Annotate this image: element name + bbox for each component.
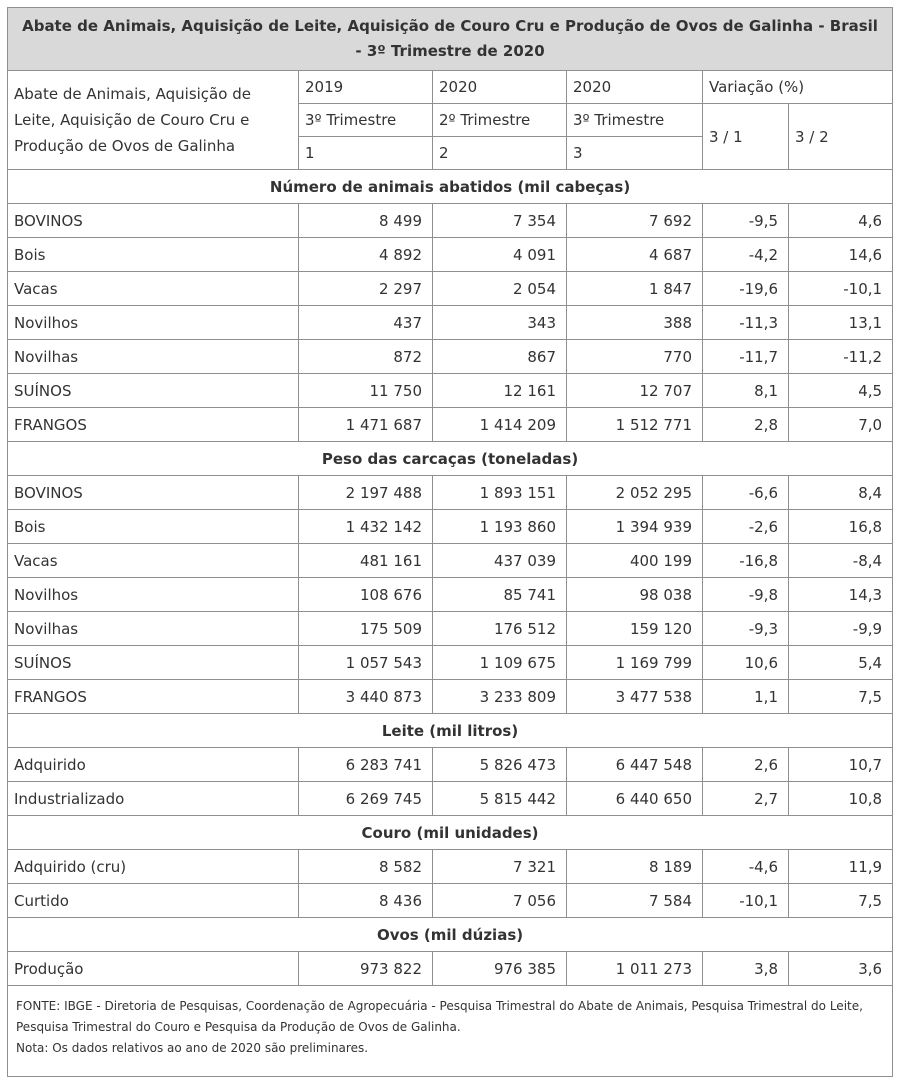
variation-header: Variação (%) — [703, 71, 893, 104]
value-cell: 10,7 — [789, 748, 893, 782]
value-cell: 867 — [433, 340, 567, 374]
row-label: Curtido — [8, 884, 299, 918]
row-label: Vacas — [8, 272, 299, 306]
section-title: Leite (mil litros) — [8, 714, 893, 748]
quarter-header-1: 3º Trimestre — [299, 104, 433, 137]
value-cell: 11,9 — [789, 850, 893, 884]
table-row — [8, 476, 893, 510]
value-cell: 7 354 — [433, 204, 567, 238]
value-cell: 437 — [299, 306, 433, 340]
quarter-header-2: 2º Trimestre — [433, 104, 567, 137]
column-id-2: 2 — [433, 137, 567, 170]
value-cell: 3,6 — [789, 952, 893, 986]
value-cell: 3 233 809 — [433, 680, 567, 714]
value-cell: 3 440 873 — [299, 680, 433, 714]
value-cell: 175 509 — [299, 612, 433, 646]
value-cell: 8 582 — [299, 850, 433, 884]
table-row — [8, 408, 893, 442]
column-id-1: 1 — [299, 137, 433, 170]
row-label: FRANGOS — [8, 680, 299, 714]
value-cell: 3,8 — [703, 952, 789, 986]
column-id-3: 3 — [567, 137, 703, 170]
row-label: SUÍNOS — [8, 374, 299, 408]
value-cell: 2 054 — [433, 272, 567, 306]
table-row — [8, 204, 893, 238]
value-cell: 400 199 — [567, 544, 703, 578]
table-row — [8, 238, 893, 272]
table-body — [8, 170, 893, 986]
row-label: Novilhas — [8, 340, 299, 374]
value-cell: 7 692 — [567, 204, 703, 238]
value-cell: 12 707 — [567, 374, 703, 408]
value-cell: 8 499 — [299, 204, 433, 238]
value-cell: 176 512 — [433, 612, 567, 646]
row-label: BOVINOS — [8, 204, 299, 238]
value-cell: -8,4 — [789, 544, 893, 578]
value-cell: 2 297 — [299, 272, 433, 306]
value-cell: 481 161 — [299, 544, 433, 578]
variation-3-1-header: 3 / 1 — [703, 104, 789, 170]
quarter-header-3: 3º Trimestre — [567, 104, 703, 137]
value-cell: 159 120 — [567, 612, 703, 646]
row-label: Bois — [8, 238, 299, 272]
value-cell: 2,6 — [703, 748, 789, 782]
value-cell: 108 676 — [299, 578, 433, 612]
value-cell: -10,1 — [789, 272, 893, 306]
value-cell: 8 436 — [299, 884, 433, 918]
table-row — [8, 374, 893, 408]
statistics-table-container — [7, 7, 892, 1077]
value-cell: 1 057 543 — [299, 646, 433, 680]
value-cell: 2,8 — [703, 408, 789, 442]
row-label: Novilhas — [8, 612, 299, 646]
row-label: BOVINOS — [8, 476, 299, 510]
value-cell: 6 447 548 — [567, 748, 703, 782]
value-cell: 1 011 273 — [567, 952, 703, 986]
value-cell: 2 052 295 — [567, 476, 703, 510]
stub-header: Abate de Animais, Aquisição de Leite, Aquisição de Couro Cru e Produção de Ovos de Galinha — [8, 71, 299, 170]
value-cell: 4,5 — [789, 374, 893, 408]
value-cell: -9,5 — [703, 204, 789, 238]
year-header-2: 2020 — [433, 71, 567, 104]
row-label: Produção — [8, 952, 299, 986]
row-label: FRANGOS — [8, 408, 299, 442]
table-row — [8, 578, 893, 612]
table-row — [8, 646, 893, 680]
table-row — [8, 544, 893, 578]
section-title: Ovos (mil dúzias) — [8, 918, 893, 952]
value-cell: 85 741 — [433, 578, 567, 612]
value-cell: 1 512 771 — [567, 408, 703, 442]
value-cell: 6 440 650 — [567, 782, 703, 816]
value-cell: 1 109 675 — [433, 646, 567, 680]
value-cell: 4 091 — [433, 238, 567, 272]
year-header-3: 2020 — [567, 71, 703, 104]
row-label: Industrializado — [8, 782, 299, 816]
value-cell: 2 197 488 — [299, 476, 433, 510]
value-cell: 5 826 473 — [433, 748, 567, 782]
value-cell: -4,6 — [703, 850, 789, 884]
value-cell: 1 893 151 — [433, 476, 567, 510]
value-cell: -6,6 — [703, 476, 789, 510]
value-cell: 8 189 — [567, 850, 703, 884]
value-cell: 16,8 — [789, 510, 893, 544]
value-cell: 14,6 — [789, 238, 893, 272]
row-label: Bois — [8, 510, 299, 544]
value-cell: 872 — [299, 340, 433, 374]
value-cell: -9,8 — [703, 578, 789, 612]
value-cell: 1,1 — [703, 680, 789, 714]
value-cell: 7,0 — [789, 408, 893, 442]
value-cell: 7,5 — [789, 884, 893, 918]
value-cell: 1 394 939 — [567, 510, 703, 544]
value-cell: 14,3 — [789, 578, 893, 612]
row-label: Novilhos — [8, 306, 299, 340]
variation-3-2-header: 3 / 2 — [789, 104, 893, 170]
table-row — [8, 272, 893, 306]
value-cell: 1 471 687 — [299, 408, 433, 442]
value-cell: 5 815 442 — [433, 782, 567, 816]
statistics-table — [7, 7, 893, 1077]
table-row — [8, 748, 893, 782]
section-title: Couro (mil unidades) — [8, 816, 893, 850]
value-cell: 10,6 — [703, 646, 789, 680]
table-row — [8, 680, 893, 714]
value-cell: 1 414 209 — [433, 408, 567, 442]
value-cell: 4 892 — [299, 238, 433, 272]
table-title: Abate de Animais, Aquisição de Leite, Aquisição de Couro Cru e Produção de Ovos de Galinha - Brasil - 3º Trimestre de 2020 — [8, 8, 893, 71]
value-cell: -19,6 — [703, 272, 789, 306]
value-cell: 343 — [433, 306, 567, 340]
source-note: FONTE: IBGE - Diretoria de Pesquisas, Coordenação de Agropecuária - Pesquisa Trimestral do Abate de Animais, Pesquisa Trimestral do Leite, Pesquisa Trimestral do Couro e Pesquisa da Produção de Ovos de Galinha. — [16, 999, 863, 1034]
table-row — [8, 612, 893, 646]
value-cell: -11,2 — [789, 340, 893, 374]
row-label: Vacas — [8, 544, 299, 578]
value-cell: 1 432 142 — [299, 510, 433, 544]
value-cell: 437 039 — [433, 544, 567, 578]
value-cell: -9,3 — [703, 612, 789, 646]
table-row — [8, 850, 893, 884]
value-cell: -11,3 — [703, 306, 789, 340]
value-cell: 976 385 — [433, 952, 567, 986]
value-cell: 7 584 — [567, 884, 703, 918]
value-cell: 7 321 — [433, 850, 567, 884]
table-row — [8, 952, 893, 986]
value-cell: 7 056 — [433, 884, 567, 918]
value-cell: 770 — [567, 340, 703, 374]
value-cell: 2,7 — [703, 782, 789, 816]
value-cell: 11 750 — [299, 374, 433, 408]
value-cell: 973 822 — [299, 952, 433, 986]
value-cell: 3 477 538 — [567, 680, 703, 714]
value-cell: 4 687 — [567, 238, 703, 272]
value-cell: -4,2 — [703, 238, 789, 272]
value-cell: 98 038 — [567, 578, 703, 612]
row-label: Novilhos — [8, 578, 299, 612]
value-cell: 8,1 — [703, 374, 789, 408]
value-cell: -16,8 — [703, 544, 789, 578]
value-cell: 8,4 — [789, 476, 893, 510]
year-header-1: 2019 — [299, 71, 433, 104]
section-title: Peso das carcaças (toneladas) — [8, 442, 893, 476]
row-label: Adquirido — [8, 748, 299, 782]
table-footer — [8, 986, 893, 1077]
table-row — [8, 306, 893, 340]
value-cell: 13,1 — [789, 306, 893, 340]
row-label: Adquirido (cru) — [8, 850, 299, 884]
section-title: Número de animais abatidos (mil cabeças) — [8, 170, 893, 204]
value-cell: 4,6 — [789, 204, 893, 238]
value-cell: 7,5 — [789, 680, 893, 714]
value-cell: 10,8 — [789, 782, 893, 816]
value-cell: -11,7 — [703, 340, 789, 374]
table-row — [8, 510, 893, 544]
table-row — [8, 782, 893, 816]
value-cell: 5,4 — [789, 646, 893, 680]
value-cell: 6 283 741 — [299, 748, 433, 782]
value-cell: 1 193 860 — [433, 510, 567, 544]
value-cell: 12 161 — [433, 374, 567, 408]
row-label: SUÍNOS — [8, 646, 299, 680]
table-row — [8, 340, 893, 374]
value-cell: 6 269 745 — [299, 782, 433, 816]
value-cell: 1 169 799 — [567, 646, 703, 680]
table-row — [8, 884, 893, 918]
value-cell: -2,6 — [703, 510, 789, 544]
preliminary-note: Nota: Os dados relativos ao ano de 2020 são preliminares. — [16, 1041, 369, 1055]
value-cell: -10,1 — [703, 884, 789, 918]
value-cell: 1 847 — [567, 272, 703, 306]
value-cell: 388 — [567, 306, 703, 340]
value-cell: -9,9 — [789, 612, 893, 646]
